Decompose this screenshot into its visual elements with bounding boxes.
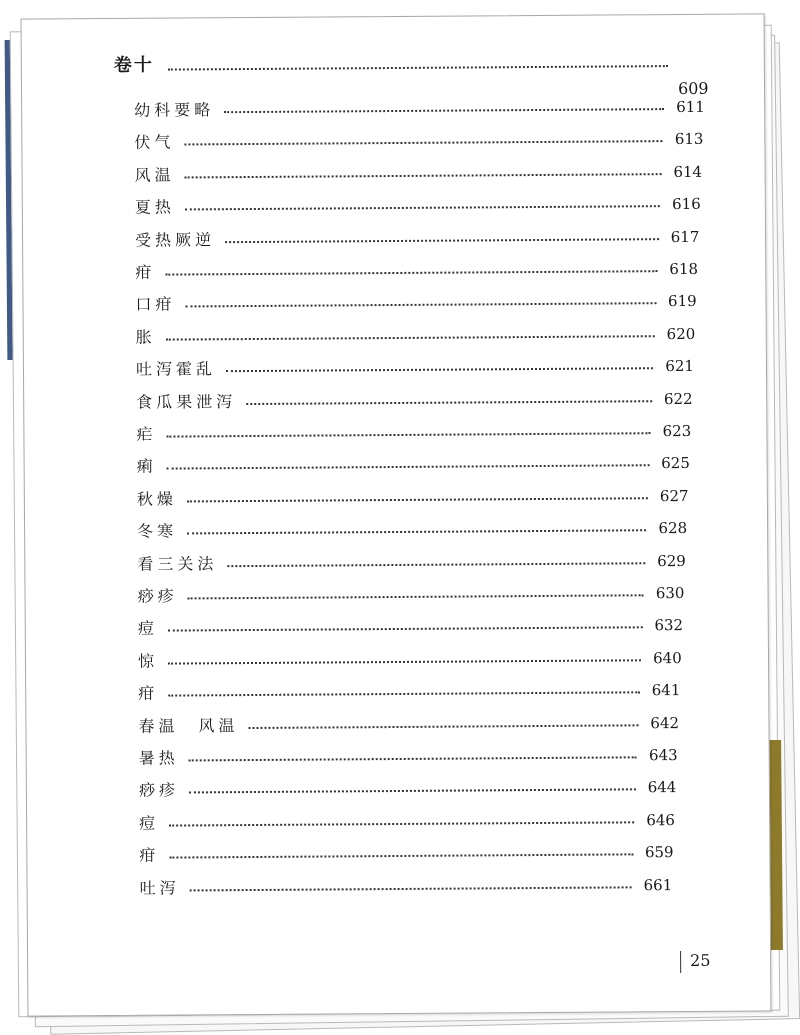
toc-entry-page-number: 640	[653, 648, 682, 668]
toc-entry-page-number: 614	[673, 162, 703, 181]
dot-leader	[187, 497, 648, 502]
toc-entry	[135, 224, 711, 252]
toc-entry	[138, 678, 692, 706]
footer-divider	[680, 951, 681, 973]
toc-entry-page-number: 622	[663, 389, 693, 408]
toc-entry-page-number: 661	[643, 875, 673, 894]
toc-entry-page-number: 627	[659, 486, 689, 505]
dot-leader	[166, 432, 650, 437]
dot-leader	[246, 400, 652, 405]
toc-entry	[136, 386, 704, 414]
dot-leader	[224, 108, 664, 113]
toc-entry-title: 疳	[139, 845, 160, 865]
dot-leader	[190, 886, 632, 891]
toc-entry	[134, 95, 716, 123]
dot-leader	[226, 367, 653, 372]
toc-entry-title: 口疳	[135, 294, 176, 315]
toc-entry-title: 胀	[135, 327, 156, 347]
dot-leader	[225, 238, 659, 243]
dot-leader	[169, 821, 634, 826]
toc-entry	[138, 646, 693, 674]
toc-entry-title: 痧疹	[138, 780, 179, 801]
toc-entry-page-number: 618	[669, 259, 699, 279]
dot-leader	[188, 594, 644, 599]
toc-entry-page-number: 643	[648, 746, 678, 765]
toc-entry-page-number: 641	[651, 681, 681, 700]
toc-entry-page-number: 619	[667, 292, 697, 311]
toc-entry	[136, 322, 707, 350]
toc-entry	[136, 354, 705, 382]
toc-entry-title: 秋燥	[136, 489, 177, 509]
toc-entry	[134, 127, 715, 155]
dot-leader	[185, 205, 660, 210]
toc-entry-page-number: 646	[646, 810, 675, 830]
dot-leader	[248, 724, 638, 729]
dot-leader	[168, 627, 643, 632]
book-edge-gold	[769, 740, 783, 950]
toc-entry	[139, 808, 686, 836]
toc-entry-page-number: 625	[661, 454, 690, 473]
toc-entry	[138, 711, 690, 739]
toc-entry-page-number: 611	[676, 97, 705, 117]
dot-leader	[185, 173, 662, 178]
toc-entry-title: 痢	[136, 457, 157, 477]
dot-leader	[166, 335, 655, 340]
dot-leader	[169, 854, 633, 859]
dot-leader	[189, 756, 637, 761]
toc-entry-title: 伏气	[134, 132, 175, 153]
dot-leader	[227, 562, 645, 567]
toc-entry-title: 受热厥逆	[135, 229, 216, 250]
toc-entry	[137, 581, 695, 609]
toc-entry	[139, 743, 689, 771]
toc-entry-page-number: 628	[658, 519, 688, 538]
toc-entry-title: 痘	[139, 813, 160, 833]
volume-page-number: 609	[677, 78, 709, 99]
toc-entry-title: 看三关法	[137, 553, 218, 574]
toc-entry-title: 吐泻霍乱	[135, 359, 217, 379]
toc-entry	[135, 289, 708, 317]
toc-entry	[140, 873, 684, 901]
toc-entry-title: 疟	[136, 424, 157, 444]
toc-entry-title: 风温	[134, 165, 175, 185]
dot-leader	[168, 659, 641, 664]
toc-entry-title: 惊	[137, 651, 159, 671]
toc-entry	[139, 775, 688, 803]
dot-leader	[189, 789, 636, 794]
toc-entry	[136, 419, 702, 447]
toc-entry	[135, 257, 709, 285]
dot-leader	[184, 141, 662, 146]
footer-page-number: 25	[690, 950, 711, 970]
toc-entry	[137, 484, 700, 512]
toc-entry-page-number: 617	[670, 227, 700, 246]
toc-entry-title: 吐泻	[139, 878, 180, 898]
toc-entry	[137, 548, 697, 576]
volume-title: 卷十	[113, 54, 154, 76]
toc-entry-title: 痧疹	[137, 586, 178, 606]
toc-entry-page-number: 621	[665, 357, 694, 376]
toc-entry-title: 疳	[135, 262, 156, 282]
toc-entry-page-number: 642	[650, 713, 680, 732]
dot-leader	[167, 465, 650, 470]
toc-entry-title: 冬寒	[137, 521, 178, 541]
toc-entry-title: 食瓜果泄泻	[136, 391, 237, 412]
dot-leader	[168, 55, 668, 70]
toc-entry	[138, 613, 695, 641]
toc-page	[21, 13, 772, 1016]
toc-entry-title: 春温 风温	[138, 715, 239, 736]
toc-entry-page-number: 659	[644, 843, 674, 862]
toc-entry	[137, 451, 702, 479]
toc-entry-page-number: 632	[654, 616, 684, 635]
toc-entry	[137, 516, 699, 544]
toc-entry-title: 幼科要略	[134, 100, 215, 120]
toc-entry-page-number: 630	[655, 583, 685, 603]
toc-entry	[135, 192, 712, 220]
toc-entry-page-number: 616	[672, 195, 701, 214]
toc-entry-title: 疳	[138, 683, 159, 703]
dot-leader	[165, 270, 657, 275]
dot-leader	[168, 691, 640, 696]
toc-entry-page-number: 613	[674, 130, 704, 149]
toc-entry-page-number: 644	[647, 778, 677, 797]
toc-entry-page-number: 623	[662, 421, 692, 441]
toc-entry	[139, 840, 685, 868]
toc-entry-title: 暑热	[138, 748, 179, 768]
toc-entry	[135, 160, 714, 188]
toc-entry-title: 痘	[137, 619, 158, 639]
dot-leader	[187, 529, 646, 534]
toc-entry-page-number: 629	[657, 551, 686, 570]
toc-entry-page-number: 620	[666, 324, 696, 343]
toc-entry-title: 夏热	[134, 197, 175, 218]
dot-leader	[186, 303, 657, 308]
table-of-contents	[22, 14, 771, 1015]
